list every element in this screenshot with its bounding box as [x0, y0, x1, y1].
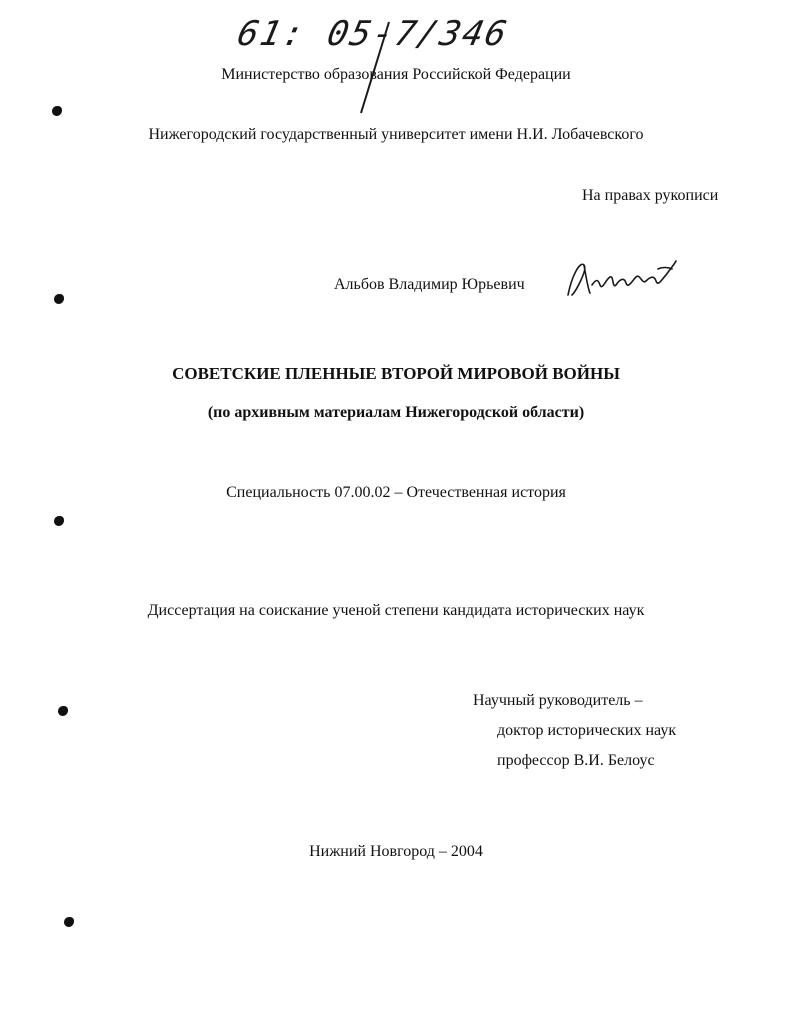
- author-name: Альбов Владимир Юрьевич: [334, 276, 525, 293]
- thesis-subtitle: (по архивным материалам Нижегородской области): [207, 404, 585, 421]
- thesis-title: СОВЕТСКИЕ ПЛЕННЫЕ ВТОРОЙ МИРОВОЙ ВОЙНЫ: [172, 364, 620, 383]
- place-year: Нижний Новгород – 2004: [309, 843, 483, 860]
- specialty-line: Специальность 07.00.02 – Отечественная история: [226, 484, 566, 501]
- author-signature: [562, 255, 682, 305]
- binding-hole-mark: [54, 294, 64, 304]
- university-heading: Нижегородский государственный университет имени Н.И. Лобачевского: [148, 126, 644, 143]
- binding-hole-mark: [54, 516, 64, 526]
- binding-hole-mark: [52, 106, 62, 116]
- degree-line: Диссертация на соискание ученой степени кандидата исторических наук: [147, 602, 645, 619]
- binding-hole-mark: [58, 706, 68, 716]
- binding-hole-mark: [64, 917, 74, 927]
- manuscript-note: На правах рукописи: [582, 187, 719, 204]
- ministry-heading: Министерство образования Российской Федерации: [221, 66, 571, 83]
- supervisor-degree: доктор исторических наук: [497, 722, 677, 739]
- supervisor-label: Научный руководитель –: [473, 692, 643, 709]
- catalog-code-handwritten: 61: 05-7/346: [233, 14, 512, 54]
- supervisor-name: профессор В.И. Белоус: [497, 752, 655, 769]
